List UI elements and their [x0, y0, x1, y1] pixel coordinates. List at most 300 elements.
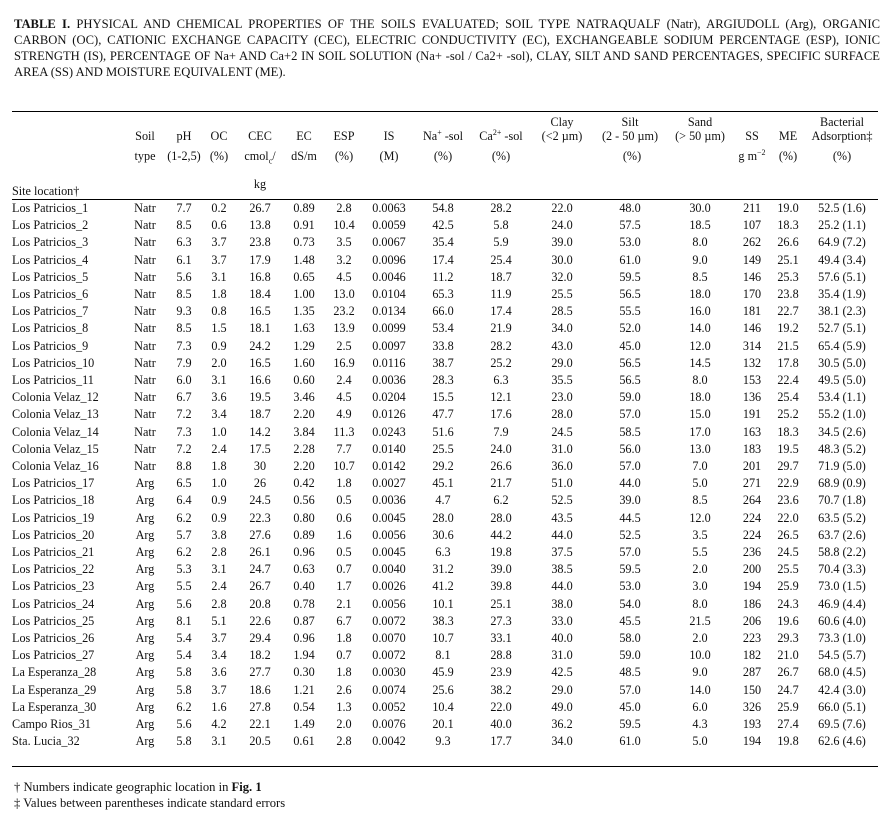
cell-ss: 153 — [742, 373, 762, 388]
cell-ss: 224 — [742, 510, 762, 525]
cell-bacterial-adsorption: 30.5 (5.0) — [818, 355, 866, 370]
cell-me: 23.6 — [777, 493, 799, 508]
cell-clay: 28.0 — [551, 407, 573, 422]
caption-text: PHYSICAL AND CHEMICAL PROPERTIES OF THE SOILS EVALUATED; SOIL TYPE NATRAQUALF (Natr), ARGIUDOLL (Arg), ORGANIC CARBON (OC), CATIONIC EXCHANGE CAPACITY (CEC), ELECTRIC CONDUCTIVITY (EC), EXCHANGEABLE SODIUM PERCENTAGE (ESP), IONIC STRENGTH (IS), PERCENTAGE OF Na+ AND Ca+2 IN SOIL SOLUTION (Na+ -sol / Ca2+ -sol), CLAY, SILT AND SAND PERCENTAGES, SPECIFIC SURFACE AREA (SS) AND MOISTURE EQUIVALENT (ME). — [14, 17, 880, 79]
cell-ph: 5.6 — [176, 269, 192, 284]
cell-sand: 2.0 — [692, 562, 708, 577]
cell-soil-type: Arg — [135, 613, 155, 628]
cell-ca-sol: 18.7 — [490, 269, 512, 284]
cell-silt: 56.5 — [619, 373, 641, 388]
cell-sand: 3.5 — [692, 527, 708, 542]
cell-ca-sol: 27.3 — [490, 613, 512, 628]
cell-soil-type: Arg — [135, 510, 155, 525]
cell-clay: 25.5 — [551, 287, 573, 302]
cell-esp: 1.7 — [336, 579, 352, 594]
cell-ca-sol: 17.6 — [490, 407, 512, 422]
cell-is: 0.0116 — [372, 355, 406, 370]
cell-esp: 2.1 — [336, 596, 352, 611]
cell-ss: 223 — [742, 631, 762, 646]
cell-ss: 191 — [742, 407, 762, 422]
cell-soil-type: Arg — [135, 476, 155, 491]
cell-ca-sol: 5.8 — [493, 218, 509, 233]
cell-me: 25.3 — [777, 269, 799, 284]
cell-clay: 51.0 — [551, 476, 573, 491]
cell-ec: 0.91 — [293, 218, 315, 233]
cell-silt: 61.0 — [619, 252, 641, 267]
cell-cec: 13.8 — [249, 218, 271, 233]
cell-ca-sol: 7.9 — [493, 424, 509, 439]
col-soil-type-2: type — [134, 149, 156, 164]
cell-ec: 0.80 — [293, 510, 315, 525]
cell-me: 24.3 — [777, 596, 799, 611]
cell-ss: 201 — [742, 459, 762, 474]
cell-oc: 0.9 — [211, 338, 227, 353]
table-row — [12, 269, 878, 286]
cell-ss: 149 — [742, 252, 762, 267]
cell-site: Los Patricios_4 — [12, 252, 89, 267]
footnote-geographic: † Numbers indicate geographic location in Fig. 1 — [14, 780, 262, 794]
cell-oc: 3.4 — [211, 407, 227, 422]
cell-soil-type: Natr — [134, 321, 156, 336]
cell-oc: 5.1 — [211, 613, 227, 628]
cell-ec: 0.65 — [293, 269, 315, 284]
cell-is: 0.0042 — [372, 734, 406, 749]
cell-site: Los Patricios_10 — [12, 355, 95, 370]
cell-na-sol: 10.7 — [432, 631, 454, 646]
cell-sand: 8.5 — [692, 269, 708, 284]
cell-bacterial-adsorption: 38.1 (2.3) — [818, 304, 866, 319]
cell-oc: 2.8 — [211, 596, 227, 611]
cell-ss: 194 — [742, 734, 762, 749]
cell-soil-type: Natr — [134, 441, 156, 456]
cell-site: Los Patricios_25 — [12, 613, 95, 628]
cell-site: Los Patricios_22 — [12, 562, 95, 577]
cell-soil-type: Arg — [135, 545, 155, 560]
cell-cec: 16.5 — [249, 304, 271, 319]
cell-esp: 2.6 — [336, 682, 352, 697]
cell-bacterial-adsorption: 55.2 (1.0) — [818, 407, 866, 422]
cell-me: 25.2 — [777, 407, 799, 422]
table-row — [12, 647, 878, 664]
cell-oc: 1.6 — [211, 699, 227, 714]
cell-is: 0.0072 — [372, 648, 406, 663]
cell-site: Colonia Velaz_12 — [12, 390, 99, 405]
cell-ec: 0.96 — [293, 631, 315, 646]
cell-ph: 5.8 — [176, 682, 192, 697]
cell-me: 26.5 — [777, 527, 799, 542]
cell-ec: 1.63 — [293, 321, 315, 336]
cell-silt: 45.0 — [619, 338, 641, 353]
table-row — [12, 682, 878, 699]
cell-me: 26.6 — [777, 235, 799, 250]
cell-oc: 3.7 — [211, 631, 227, 646]
cell-cec: 29.4 — [249, 631, 271, 646]
table-header — [12, 116, 878, 198]
cell-silt: 48.5 — [619, 665, 641, 680]
col-esp: ESP — [333, 128, 355, 143]
cell-ph: 5.8 — [176, 734, 192, 749]
cell-soil-type: Arg — [135, 579, 155, 594]
cell-ec: 0.61 — [293, 734, 315, 749]
cell-me: 25.5 — [777, 562, 799, 577]
cell-site: Los Patricios_7 — [12, 304, 89, 319]
cell-cec: 18.1 — [249, 321, 271, 336]
cell-na-sol: 53.4 — [432, 321, 454, 336]
cell-oc: 3.1 — [211, 373, 227, 388]
cell-oc: 3.7 — [211, 252, 227, 267]
cell-ec: 0.96 — [293, 545, 315, 560]
cell-esp: 2.4 — [336, 373, 352, 388]
cell-silt: 57.0 — [619, 459, 641, 474]
cell-silt: 59.0 — [619, 648, 641, 663]
cell-ph: 7.3 — [176, 424, 192, 439]
col-ss: SS — [745, 128, 759, 143]
cell-clay: 24.5 — [551, 424, 573, 439]
cell-me: 19.2 — [777, 321, 799, 336]
cell-na-sol: 25.5 — [432, 441, 454, 456]
cell-is: 0.0030 — [372, 665, 406, 680]
cell-site: Los Patricios_18 — [12, 493, 95, 508]
table-row — [12, 217, 878, 234]
cell-bacterial-adsorption: 52.7 (5.1) — [818, 321, 866, 336]
cell-silt: 59.5 — [619, 562, 641, 577]
cell-ec: 1.35 — [293, 304, 315, 319]
cell-site: Campo Rios_31 — [12, 717, 91, 732]
cell-oc: 3.7 — [211, 235, 227, 250]
cell-cec: 26.7 — [249, 579, 271, 594]
cell-esp: 0.6 — [336, 510, 352, 525]
cell-is: 0.0099 — [372, 321, 406, 336]
cell-sand: 17.0 — [689, 424, 711, 439]
cell-me: 25.9 — [777, 699, 799, 714]
cell-site: Los Patricios_17 — [12, 476, 95, 491]
table-label: TABLE I. — [14, 17, 71, 31]
cell-ca-sol: 21.9 — [490, 321, 512, 336]
cell-na-sol: 45.9 — [432, 665, 454, 680]
cell-site: Los Patricios_26 — [12, 631, 95, 646]
cell-me: 27.4 — [777, 717, 799, 732]
cell-ca-sol: 24.0 — [490, 441, 512, 456]
cell-na-sol: 17.4 — [432, 252, 454, 267]
cell-ca-sol: 6.2 — [493, 493, 509, 508]
cell-site: Los Patricios_3 — [12, 235, 89, 250]
cell-soil-type: Natr — [134, 304, 156, 319]
cell-ss: 193 — [742, 717, 762, 732]
cell-bacterial-adsorption: 63.7 (2.6) — [818, 527, 866, 542]
cell-ph: 5.6 — [176, 596, 192, 611]
table-row — [12, 406, 878, 423]
cell-bacterial-adsorption: 53.4 (1.1) — [818, 390, 866, 405]
cell-soil-type: Arg — [135, 562, 155, 577]
cell-ph: 7.2 — [176, 407, 192, 422]
cell-clay: 38.5 — [551, 562, 573, 577]
cell-me: 22.4 — [777, 373, 799, 388]
cell-bacterial-adsorption: 46.9 (4.4) — [818, 596, 866, 611]
cell-is: 0.0056 — [372, 527, 406, 542]
cell-cec: 27.6 — [249, 527, 271, 542]
cell-ph: 8.5 — [176, 218, 192, 233]
unit-cec-kg: kg — [253, 176, 267, 191]
cell-esp: 0.5 — [336, 545, 352, 560]
cell-site: Sta. Lucia_32 — [12, 734, 80, 749]
cell-oc: 1.0 — [211, 424, 227, 439]
cell-site: Colonia Velaz_14 — [12, 424, 99, 439]
cell-na-sol: 47.7 — [432, 407, 454, 422]
cell-clay: 39.0 — [551, 235, 573, 250]
cell-soil-type: Arg — [135, 682, 155, 697]
cell-ss: 186 — [742, 596, 762, 611]
cell-na-sol: 10.1 — [432, 596, 454, 611]
cell-soil-type: Arg — [135, 596, 155, 611]
cell-soil-type: Natr — [134, 355, 156, 370]
cell-silt: 56.5 — [619, 355, 641, 370]
cell-clay: 29.0 — [551, 355, 573, 370]
cell-esp: 1.8 — [336, 476, 352, 491]
cell-ec: 2.28 — [293, 441, 315, 456]
cell-me: 24.7 — [777, 682, 799, 697]
table-row — [12, 578, 878, 595]
cell-ss: 183 — [742, 441, 762, 456]
cell-me: 25.4 — [777, 390, 799, 405]
cell-clay: 44.0 — [551, 579, 573, 594]
cell-site: Colonia Velaz_16 — [12, 459, 99, 474]
cell-is: 0.0097 — [372, 338, 406, 353]
cell-clay: 29.0 — [551, 682, 573, 697]
table-row — [12, 458, 878, 475]
cell-ec: 0.60 — [293, 373, 315, 388]
cell-esp: 23.2 — [333, 304, 355, 319]
cell-oc: 3.1 — [211, 269, 227, 284]
cell-silt: 56.5 — [619, 287, 641, 302]
cell-silt: 55.5 — [619, 304, 641, 319]
cell-ec: 0.42 — [293, 476, 315, 491]
cell-sand: 14.5 — [689, 355, 711, 370]
cell-na-sol: 8.1 — [435, 648, 451, 663]
cell-ss: 224 — [742, 527, 762, 542]
cell-oc: 1.0 — [211, 476, 227, 491]
cell-esp: 4.9 — [336, 407, 352, 422]
cell-silt: 54.0 — [619, 596, 641, 611]
cell-na-sol: 54.8 — [432, 201, 454, 215]
col-sand: Sand (> 50 µm) — [675, 116, 725, 143]
cell-silt: 53.0 — [619, 235, 641, 250]
cell-ca-sol: 21.7 — [490, 476, 512, 491]
cell-ph: 8.5 — [176, 321, 192, 336]
cell-na-sol: 20.1 — [432, 717, 454, 732]
cell-esp: 1.8 — [336, 631, 352, 646]
cell-esp: 3.2 — [336, 252, 352, 267]
cell-me: 19.5 — [777, 441, 799, 456]
cell-soil-type: Arg — [135, 665, 155, 680]
cell-site: Los Patricios_9 — [12, 338, 89, 353]
cell-ph: 6.2 — [176, 510, 192, 525]
cell-cec: 24.5 — [249, 493, 271, 508]
cell-ph: 5.3 — [176, 562, 192, 577]
cell-clay: 52.5 — [551, 493, 573, 508]
cell-oc: 2.8 — [211, 545, 227, 560]
cell-ec: 1.49 — [293, 717, 315, 732]
cell-is: 0.0046 — [372, 269, 406, 284]
cell-ca-sol: 25.2 — [490, 355, 512, 370]
table-row — [12, 355, 878, 372]
cell-sand: 5.0 — [692, 734, 708, 749]
unit-esp: (%) — [334, 149, 354, 164]
cell-ph: 7.7 — [176, 201, 192, 215]
table-body — [12, 198, 878, 751]
cell-sand: 8.0 — [692, 235, 708, 250]
cell-sand: 8.0 — [692, 373, 708, 388]
cell-ec: 1.00 — [293, 287, 315, 302]
cell-oc: 4.2 — [211, 717, 227, 732]
cell-bacterial-adsorption: 69.5 (7.6) — [818, 717, 866, 732]
cell-clay: 44.0 — [551, 527, 573, 542]
cell-silt: 44.0 — [619, 476, 641, 491]
cell-is: 0.0096 — [372, 252, 406, 267]
cell-silt: 53.0 — [619, 579, 641, 594]
cell-ss: 271 — [742, 476, 762, 491]
cell-ss: 314 — [742, 338, 762, 353]
cell-sand: 30.0 — [689, 201, 711, 215]
cell-is: 0.0052 — [372, 699, 406, 714]
cell-clay: 33.0 — [551, 613, 573, 628]
cell-esp: 13.9 — [333, 321, 355, 336]
cell-ec: 0.73 — [293, 235, 315, 250]
cell-bacterial-adsorption: 60.6 (4.0) — [818, 613, 866, 628]
cell-soil-type: Natr — [134, 373, 156, 388]
table-row — [12, 527, 878, 544]
table-row — [12, 424, 878, 441]
table-row — [12, 630, 878, 647]
cell-sand: 10.0 — [689, 648, 711, 663]
table-row — [12, 234, 878, 251]
col-ca-sol: $Ca^{2+}$ -sol — [479, 127, 523, 143]
cell-cec: 26.7 — [249, 201, 271, 215]
cell-is: 0.0070 — [372, 631, 406, 646]
cell-ph: 6.7 — [176, 390, 192, 405]
cell-silt: 58.5 — [619, 424, 641, 439]
unit-is: (M) — [379, 149, 399, 164]
cell-na-sol: 35.4 — [432, 235, 454, 250]
table-row — [12, 338, 878, 355]
cell-na-sol: 4.7 — [435, 493, 451, 508]
cell-sand: 2.0 — [692, 631, 708, 646]
cell-oc: 3.7 — [211, 682, 227, 697]
cell-bacterial-adsorption: 49.5 (5.0) — [818, 373, 866, 388]
cell-oc: 0.9 — [211, 510, 227, 525]
table-row — [12, 613, 878, 630]
cell-esp: 0.7 — [336, 562, 352, 577]
cell-cec: 16.6 — [249, 373, 271, 388]
cell-is: 0.0140 — [372, 441, 406, 456]
cell-ph: 8.8 — [176, 459, 192, 474]
cell-is: 0.0204 — [372, 390, 406, 405]
table-row — [12, 198, 878, 217]
cell-ca-sol: 11.9 — [490, 287, 512, 302]
cell-is: 0.0074 — [372, 682, 406, 697]
cell-sand: 12.0 — [689, 338, 711, 353]
cell-site: Los Patricios_19 — [12, 510, 95, 525]
cell-cec: 24.2 — [249, 338, 271, 353]
cell-ss: 211 — [743, 201, 761, 215]
cell-cec: 26.1 — [249, 545, 271, 560]
unit-ca-sol: (%) — [491, 149, 511, 164]
col-ec: EC — [296, 128, 312, 143]
cell-bacterial-adsorption: 73.0 (1.5) — [818, 579, 866, 594]
cell-oc: 3.6 — [211, 390, 227, 405]
cell-clay: 37.5 — [551, 545, 573, 560]
cell-soil-type: Arg — [135, 527, 155, 542]
cell-na-sol: 30.6 — [432, 527, 454, 542]
cell-is: 0.0026 — [372, 579, 406, 594]
cell-oc: 3.8 — [211, 527, 227, 542]
table-row — [12, 596, 878, 613]
cell-me: 19.6 — [777, 613, 799, 628]
cell-esp: 0.5 — [336, 493, 352, 508]
table-row — [12, 389, 878, 406]
cell-silt: 57.0 — [619, 682, 641, 697]
cell-ca-sol: 17.4 — [490, 304, 512, 319]
cell-clay: 24.0 — [551, 218, 573, 233]
cell-ca-sol: 12.1 — [490, 390, 512, 405]
cell-soil-type: Natr — [134, 424, 156, 439]
cell-sand: 21.5 — [689, 613, 711, 628]
unit-ph: (1-2,5) — [167, 149, 201, 164]
cell-ec: 2.20 — [293, 459, 315, 474]
cell-ss: 136 — [742, 390, 762, 405]
col-clay: Clay (<2 µm) — [541, 116, 583, 143]
cell-site: Los Patricios_5 — [12, 269, 89, 284]
cell-na-sol: 33.8 — [432, 338, 454, 353]
col-ph: pH — [176, 128, 192, 143]
cell-site: La Esperanza_28 — [12, 665, 97, 680]
cell-silt: 48.0 — [619, 201, 641, 215]
cell-ec: 1.29 — [293, 338, 315, 353]
cell-me: 19.0 — [777, 201, 799, 215]
cell-cec: 18.6 — [249, 682, 271, 697]
cell-me: 17.8 — [777, 355, 799, 370]
cell-sand: 18.5 — [689, 218, 711, 233]
unit-ss: g $m^{-2}$ — [738, 148, 766, 164]
cell-bacterial-adsorption: 48.3 (5.2) — [818, 441, 866, 456]
cell-is: 0.0104 — [372, 287, 406, 302]
cell-clay: 28.5 — [551, 304, 573, 319]
cell-bacterial-adsorption: 66.0 (5.1) — [818, 699, 866, 714]
cell-soil-type: Arg — [135, 631, 155, 646]
table-row — [12, 561, 878, 578]
cell-me: 25.1 — [777, 252, 799, 267]
cell-oc: 0.6 — [211, 218, 227, 233]
cell-oc: 3.1 — [211, 562, 227, 577]
cell-oc: 2.0 — [211, 355, 227, 370]
cell-sand: 6.0 — [692, 699, 708, 714]
cell-clay: 38.0 — [551, 596, 573, 611]
cell-site: Los Patricios_21 — [12, 545, 95, 560]
col-silt: Silt (2 - 50 µm) — [601, 116, 659, 143]
cell-esp: 2.8 — [336, 201, 352, 215]
cell-sand: 12.0 — [689, 510, 711, 525]
cell-oc: 1.5 — [211, 321, 227, 336]
cell-na-sol: 66.0 — [432, 304, 454, 319]
cell-na-sol: 6.3 — [435, 545, 451, 560]
cell-clay: 49.0 — [551, 699, 573, 714]
cell-silt: 39.0 — [619, 493, 641, 508]
cell-is: 0.0045 — [372, 545, 406, 560]
cell-clay: 36.0 — [551, 459, 573, 474]
cell-cec: 27.8 — [249, 699, 271, 714]
col-cec: CEC — [248, 128, 272, 143]
cell-me: 29.3 — [777, 631, 799, 646]
cell-is: 0.0027 — [372, 476, 406, 491]
